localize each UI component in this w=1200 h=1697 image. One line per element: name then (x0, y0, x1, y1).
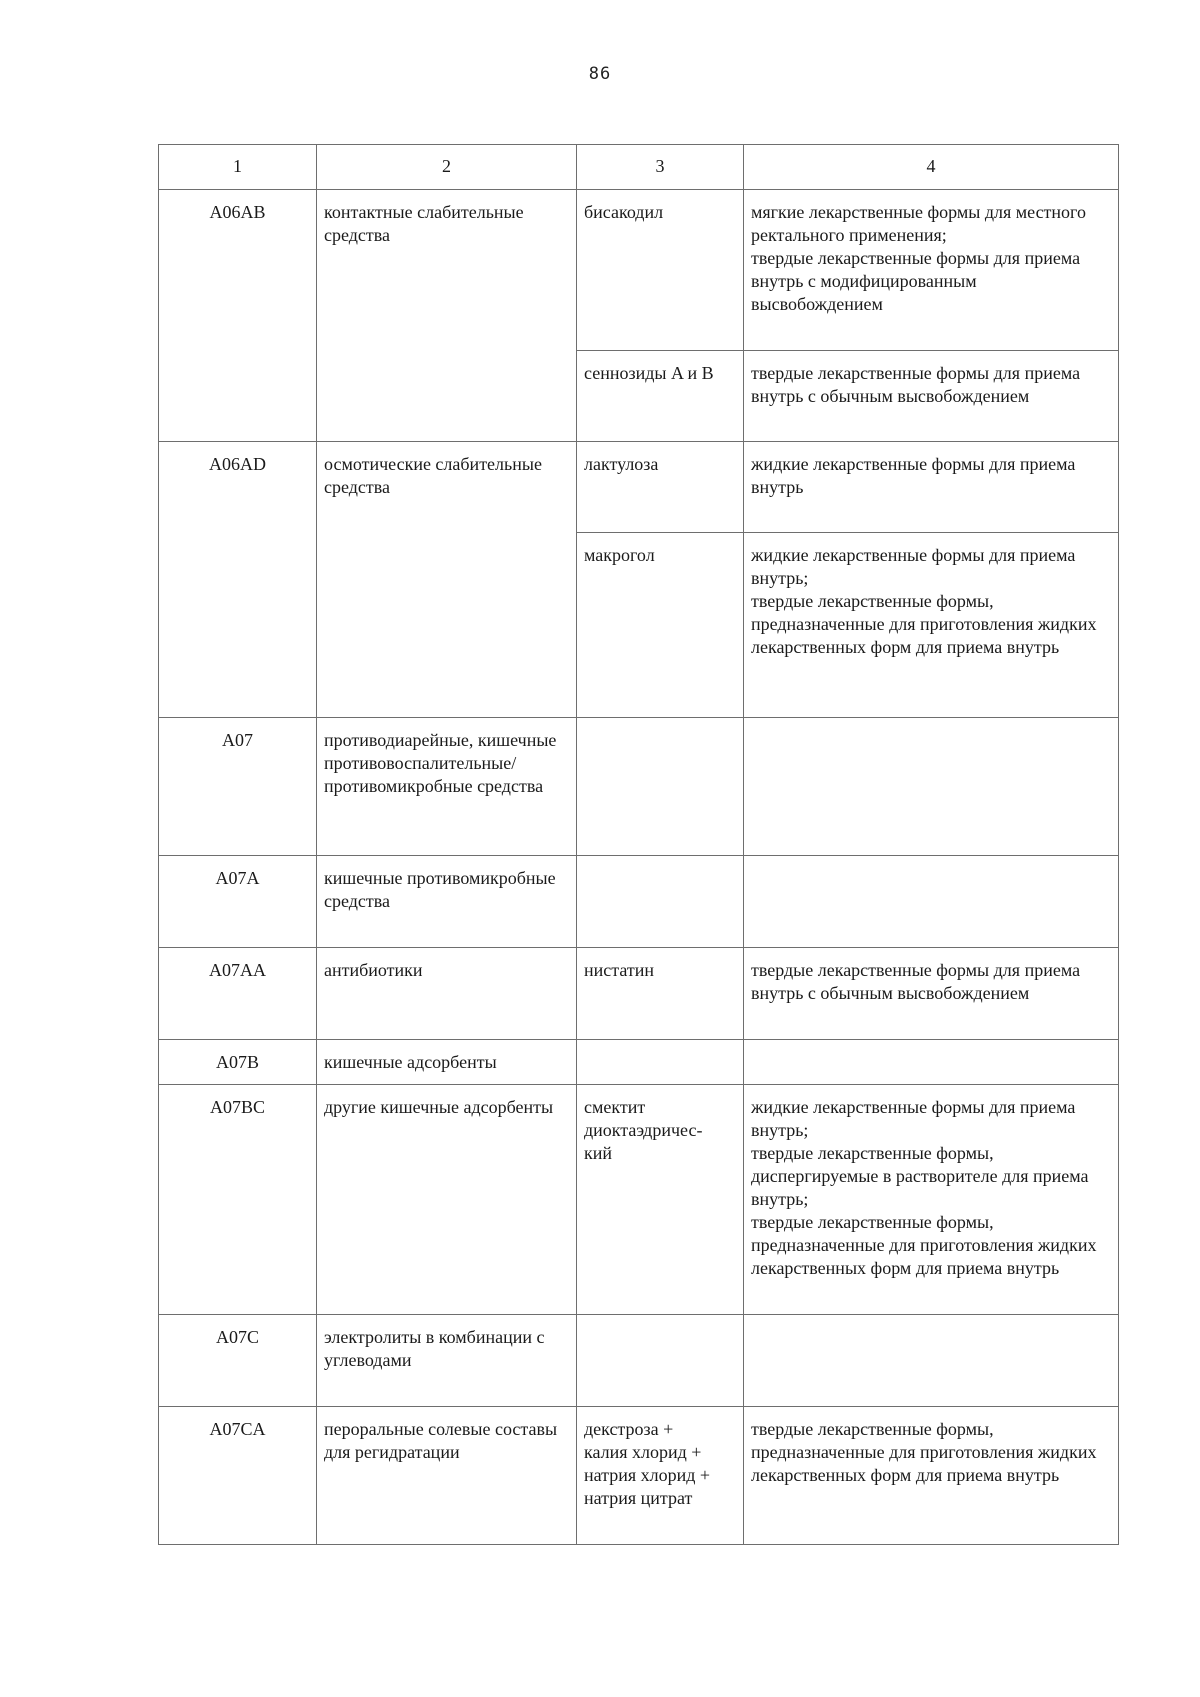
pharmacological-group-cell: кишечные адсорбенты (317, 1040, 577, 1085)
pharmacological-group-cell: противодиарейные, кишечные противовоспалительные/ противомикробные средства (317, 718, 577, 856)
drug-name-cell (577, 1040, 744, 1085)
table-header-row (159, 145, 1119, 190)
table-row (159, 1407, 1119, 1545)
drug-name-cell: сеннозиды A и B (577, 351, 744, 442)
atc-code-cell: A06AB (159, 190, 317, 442)
atc-code-cell: A07B (159, 1040, 317, 1085)
dosage-form-cell: жидкие лекарственные формы для приема внутрь; твердые лекарственные формы, диспергируемые в растворителе для приема внутрь; твердые лекарственные формы, предназначенные для приготовления жидких лекарственных форм для приема внутрь (744, 1085, 1119, 1315)
pharmacological-group-cell: контактные слабительные средства (317, 190, 577, 442)
header-cell-4: 4 (744, 145, 1119, 190)
table-row (159, 948, 1119, 1040)
drug-name-cell (577, 1315, 744, 1407)
drug-name-cell: макрогол (577, 533, 744, 718)
pharmacological-group-cell: кишечные противомикробные средства (317, 856, 577, 948)
pharmacological-group-cell: пероральные солевые составы для регидратации (317, 1407, 577, 1545)
atc-code-cell: A07CA (159, 1407, 317, 1545)
table-row (159, 856, 1119, 948)
dosage-form-cell (744, 1315, 1119, 1407)
atc-code-cell: A07 (159, 718, 317, 856)
table-row (159, 190, 1119, 351)
pharmacological-group-cell: другие кишечные адсорбенты (317, 1085, 577, 1315)
dosage-form-cell: мягкие лекарственные формы для местного ректального применения; твердые лекарственные формы для приема внутрь с модифицированным высвобождением (744, 190, 1119, 351)
dosage-form-cell: твердые лекарственные формы для приема внутрь с обычным высвобождением (744, 948, 1119, 1040)
dosage-form-cell (744, 1040, 1119, 1085)
drug-name-cell (577, 718, 744, 856)
drug-name-cell: бисакодил (577, 190, 744, 351)
drug-name-cell (577, 856, 744, 948)
atc-code-cell: A07BC (159, 1085, 317, 1315)
atc-code-cell: A07A (159, 856, 317, 948)
table-row (159, 1085, 1119, 1315)
page-number: 86 (588, 64, 612, 84)
table-row (159, 1040, 1119, 1085)
table-row (159, 718, 1119, 856)
dosage-form-cell: жидкие лекарственные формы для приема внутрь (744, 442, 1119, 533)
drug-name-cell: нистатин (577, 948, 744, 1040)
dosage-form-cell: жидкие лекарственные формы для приема внутрь; твердые лекарственные формы, предназначенные для приготовления жидких лекарственных форм для приема внутрь (744, 533, 1119, 718)
drug-name-cell: декстроза + калия хлорид + натрия хлорид + натрия цитрат (577, 1407, 744, 1545)
dosage-form-cell: твердые лекарственные формы для приема внутрь с обычным высвобождением (744, 351, 1119, 442)
pharmacological-group-cell: осмотические слабительные средства (317, 442, 577, 718)
drug-name-cell: смектит диоктаэдричес- кий (577, 1085, 744, 1315)
pharmacological-group-cell: антибиотики (317, 948, 577, 1040)
drug-table (158, 144, 1119, 1545)
atc-code-cell: A07AA (159, 948, 317, 1040)
dosage-form-cell (744, 718, 1119, 856)
pharmacological-group-cell: электролиты в комбинации с углеводами (317, 1315, 577, 1407)
atc-code-cell: A07C (159, 1315, 317, 1407)
header-cell-1: 1 (159, 145, 317, 190)
drug-name-cell: лактулоза (577, 442, 744, 533)
dosage-form-cell: твердые лекарственные формы, предназначенные для приготовления жидких лекарственных форм для приема внутрь (744, 1407, 1119, 1545)
dosage-form-cell (744, 856, 1119, 948)
table-row (159, 442, 1119, 533)
header-cell-3: 3 (577, 145, 744, 190)
header-cell-2: 2 (317, 145, 577, 190)
atc-code-cell: A06AD (159, 442, 317, 718)
table-row (159, 1315, 1119, 1407)
